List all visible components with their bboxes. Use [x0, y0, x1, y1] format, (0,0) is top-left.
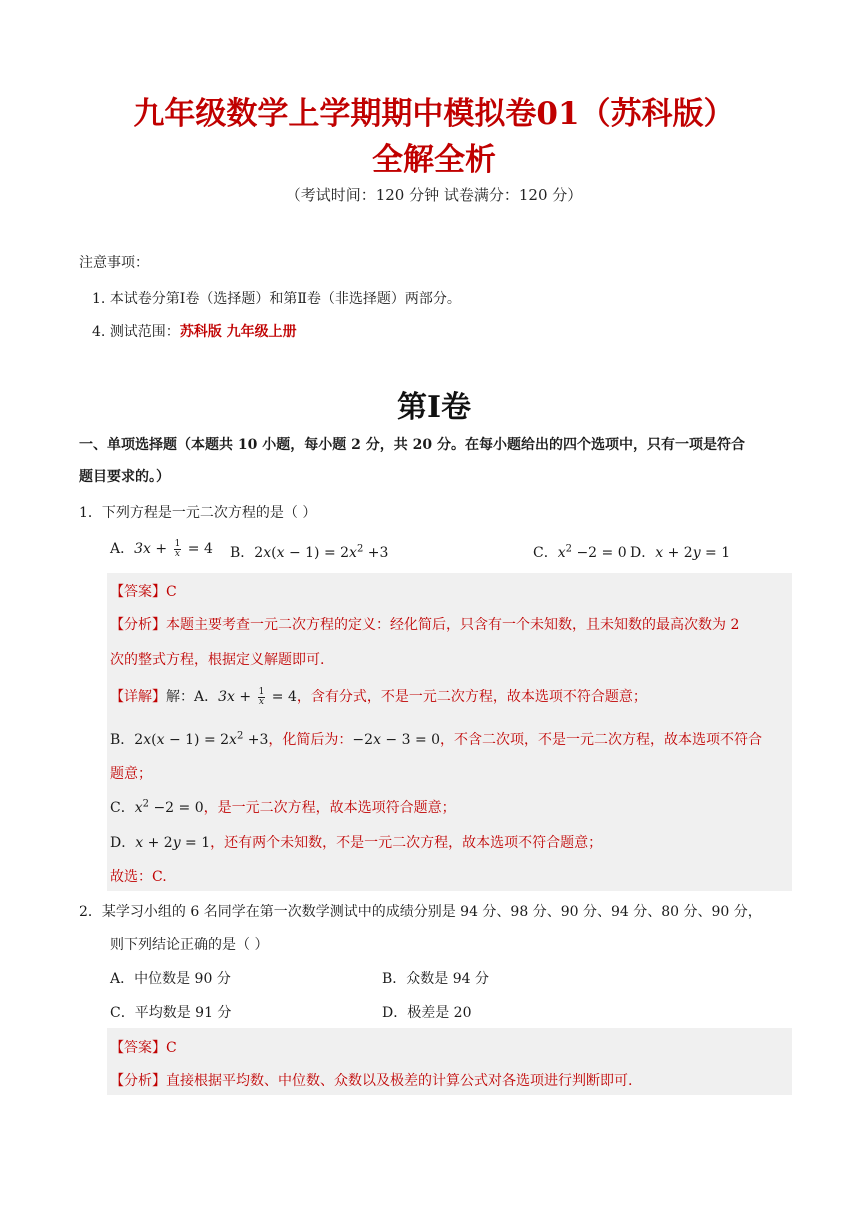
question-1-detail-a: 【详解】解：A．3x + $\frac{1}{x}$ = 4，含有分式，不是一元二次方程，故本选项不符合题意； — [110, 686, 647, 707]
analysis-text-1: 本题主要考查一元二次方程的定义：经化简后，只含有一个未知数，且未知数的最高次数为 2 — [166, 617, 740, 633]
exam-info: （考试时间：120 分钟 试卷满分：120 分） — [285, 186, 583, 204]
detail-c-text: ，是一元二次方程，故本选项符合题意； — [203, 800, 456, 816]
answer-value: C — [166, 1040, 177, 1056]
notes-item-4-label: 测试范围： — [109, 324, 180, 340]
detail-a-prefix: 解：A． — [166, 689, 219, 705]
detail-tag: 【详解】 — [110, 689, 166, 705]
question-1-option-b: B．$2x(x - 1) = 2x^2 +3$ — [230, 543, 389, 561]
answer-value: C — [166, 584, 177, 600]
detail-c-prefix: C． — [110, 800, 135, 816]
option-c-label: C． — [533, 545, 558, 561]
question-1-detail-b-line2: 题意； — [110, 766, 152, 782]
option-d-label: D． — [630, 545, 656, 561]
question-1-detail-d: D．x + 2y = 1，还有两个未知数，不是一元二次方程，故本选项不符合题意； — [110, 835, 603, 851]
analysis-tag: 【分析】 — [110, 1073, 166, 1089]
question-2-option-b: B．众数是 94 分 — [382, 971, 490, 987]
answer-tag: 【答案】 — [110, 584, 166, 600]
section-heading-line2: 题目要求的。） — [79, 469, 170, 485]
detail-b-prefix: B． — [110, 732, 135, 748]
question-1-answer — [110, 581, 177, 601]
notes-item-4-number: 4. — [92, 324, 106, 340]
detail-d-prefix: D． — [110, 835, 136, 851]
option-a-label: A． — [110, 541, 135, 557]
question-1-stem: 1．下列方程是一元二次方程的是（ ） — [79, 505, 317, 521]
option-b-label: B． — [230, 545, 255, 561]
question-1-detail-b: B．$2x(x - 1) = 2x^2 +3$，化简后为：−2x − 3 = 0，不含二次项，不是一元二次方程，故本选项不符合 — [110, 730, 763, 748]
question-1-option-c: C．$x^2 -2 = 0$ — [533, 543, 627, 561]
notes-item-4-value: 苏科版 九年级上册 — [179, 324, 297, 340]
question-2-option-d: D．极差是 20 — [382, 1005, 472, 1021]
question-1-option-d: D．x + 2y = 1 — [630, 545, 731, 561]
question-2-answer — [110, 1037, 177, 1057]
question-1-analysis-line1 — [110, 614, 739, 634]
question-1-conclusion: 故选：C. — [110, 869, 167, 885]
notes-heading: 注意事项： — [79, 255, 149, 271]
question-2-stem-line2: 则下列结论正确的是（ ） — [110, 937, 269, 953]
answer-tag: 【答案】 — [110, 1040, 166, 1056]
question-2-stem-line1: 2．某学习小组的 6 名同学在第一次数学测试中的成绩分别是 94 分、98 分、90 分、94 分、80 分、90 分， — [79, 904, 762, 920]
question-1-detail-c: C．$x^2 -2 = 0$，是一元二次方程，故本选项符合题意； — [110, 798, 456, 816]
question-1-analysis-line2: 次的整式方程，根据定义解题即可. — [110, 652, 325, 668]
document-subtitle: 全解全析 — [372, 142, 496, 178]
question-1-option-a: A．3x + $\frac{1}{x}$ = 4 — [110, 538, 213, 559]
analysis-text: 直接根据平均数、中位数、众数以及极差的计算公式对各选项进行判断即可. — [166, 1073, 633, 1089]
detail-d-text: ，还有两个未知数，不是一元二次方程，故本选项不符合题意； — [210, 835, 603, 851]
detail-a-text: ，含有分式，不是一元二次方程，故本选项不符合题意； — [296, 689, 647, 705]
question-2-option-c: C．平均数是 91 分 — [110, 1005, 232, 1021]
question-2-option-a: A．中位数是 90 分 — [110, 971, 231, 987]
notes-item-1 — [92, 288, 461, 308]
detail-b-mid: ，化简后为： — [268, 732, 353, 748]
volume-title: 第Ⅰ卷 — [396, 390, 472, 425]
detail-b-text: ，不含二次项，不是一元二次方程，故本选项不符合 — [440, 732, 763, 748]
notes-item-1-number: 1. — [92, 291, 106, 307]
fraction-1-over-x: $\frac{1}{x}$ — [174, 538, 181, 559]
notes-item-4 — [92, 321, 297, 341]
document-title: 九年级数学上学期期中模拟卷01（苏科版） — [133, 96, 735, 132]
question-2-analysis — [110, 1070, 632, 1090]
analysis-tag: 【分析】 — [110, 617, 166, 633]
notes-item-1-text: 本试卷分第Ⅰ卷（选择题）和第Ⅱ卷（非选择题）两部分。 — [109, 291, 461, 307]
section-heading-line1: 一、单项选择题（本题共 10 小题，每小题 2 分，共 20 分。在每小题给出的四个选项中，只有一项是符合 — [79, 437, 745, 453]
